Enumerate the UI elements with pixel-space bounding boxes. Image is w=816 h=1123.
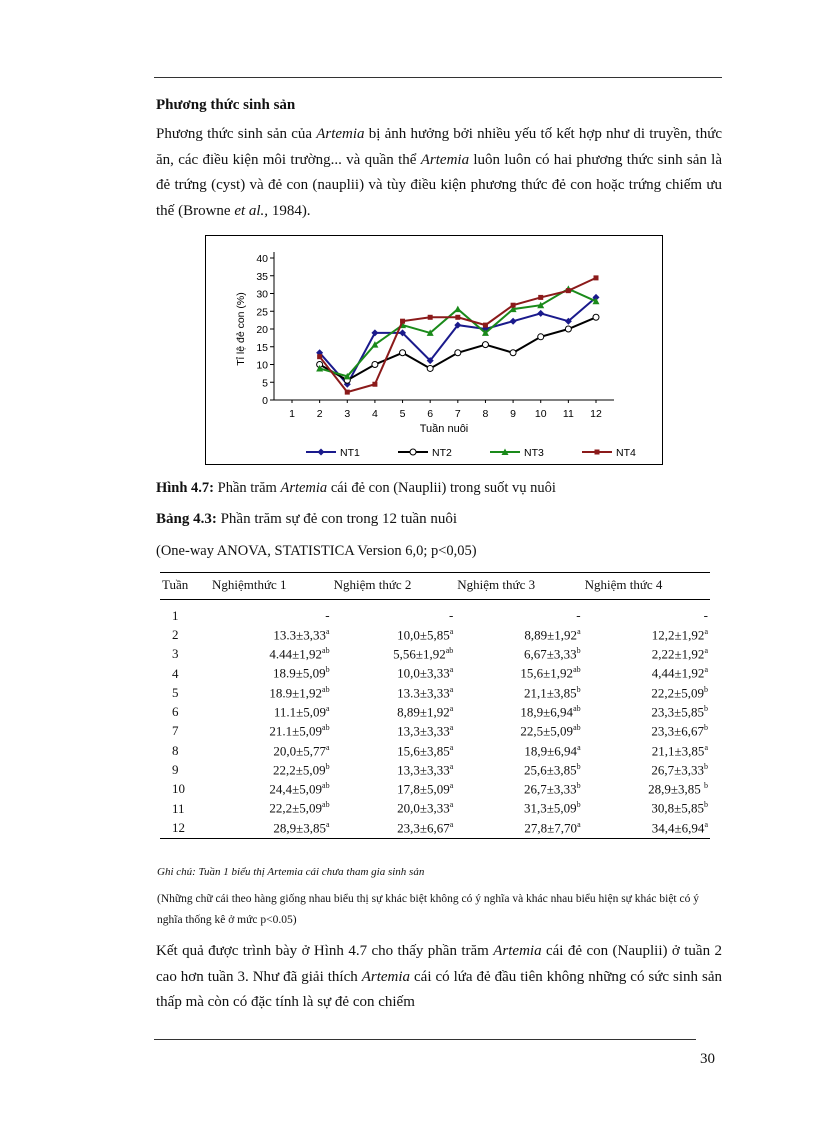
value-cell: [210, 702, 332, 721]
x-tick-label: 7: [454, 408, 461, 420]
x-tick-label: 2: [316, 408, 323, 420]
data-point-nt2: [510, 350, 516, 356]
significance-letter: a: [326, 819, 330, 829]
value-cell: [210, 780, 332, 799]
data-point-nt2: [565, 326, 571, 332]
significance-letter: a: [449, 761, 454, 771]
table-title: Bảng 4.3: Phần trăm sự đẻ con trong 12 tuần nuôi: [156, 511, 458, 527]
week-cell: 10: [172, 781, 185, 797]
significance-letter: ab: [322, 781, 330, 791]
week-cell: 9: [172, 762, 179, 778]
week-cell: 6: [172, 704, 179, 720]
col-header-week: Tuần: [160, 573, 210, 600]
y-tick-label: 25: [256, 306, 268, 319]
value-cell: [455, 760, 582, 779]
significance-letter: b: [704, 723, 708, 733]
significance-letter: a: [577, 742, 581, 752]
week-cell: 11: [172, 800, 185, 816]
intro-paragraph: Phương thức sinh sản của Artemia bị ảnh hưởng bởi nhiều yếu tố kết hợp như di truyền, thức ăn, các điều kiện môi trường... và quần thể Artemia luôn luôn có hai phương thức sinh sản là đẻ trứng (cyst) và đẻ con (nauplii) và tùy điều kiện phương thức đẻ con hoặc trứng chiếm ưu thế (Browne et al., 1984).: [156, 126, 722, 219]
significance-letter: ab: [573, 665, 581, 675]
table-row: [160, 818, 710, 838]
data-point-nt3: [454, 306, 461, 313]
table-header-row: [160, 573, 710, 600]
week-cell: 5: [172, 684, 179, 700]
y-tick-label: 5: [262, 377, 268, 390]
week-cell: 3: [172, 646, 179, 662]
x-tick-label: 4: [371, 408, 378, 420]
x-tick-label: 10: [534, 408, 547, 420]
value-text: 28,9±3,85: [648, 781, 704, 797]
significance-letter: a: [326, 626, 330, 636]
value-cell: [332, 645, 456, 664]
value-text: 4.44±1,92: [269, 646, 323, 662]
value-text: 18.9±1,92: [269, 685, 323, 700]
value-cell: [583, 600, 710, 626]
value-text: 18,9±6,94: [520, 704, 574, 720]
significance-letter: a: [449, 684, 454, 694]
significance-letter: ab: [322, 646, 330, 656]
significance-letter: b: [576, 646, 581, 656]
value-cell: [210, 818, 332, 838]
value-text: 23,3±5,85: [651, 704, 704, 720]
x-tick-label: 9: [510, 408, 517, 420]
value-cell: [332, 799, 456, 818]
data-point-nt2: [482, 342, 488, 348]
data-point-nt1: [537, 310, 544, 317]
legend-marker-nt1: [318, 449, 325, 456]
series-line-nt4: [320, 278, 596, 392]
significance-letter: ab: [322, 800, 330, 810]
value-text: 11.1±5,09: [273, 704, 327, 720]
table-row: [160, 625, 710, 644]
value-text: 21.1±5,09: [269, 723, 323, 739]
significance-letter: b: [576, 800, 581, 810]
significance-letter: b: [704, 781, 708, 791]
x-tick-label: 3: [344, 408, 351, 420]
significance-letter: b: [704, 761, 708, 771]
footer-rule: [154, 1039, 696, 1040]
value-text: 17,8±5,09: [397, 781, 450, 797]
significance-letter: a: [577, 626, 581, 636]
value-cell: [583, 818, 710, 838]
week-cell: 1: [172, 607, 179, 623]
table-row: [160, 664, 710, 683]
table-body: [160, 600, 710, 839]
value-cell: [332, 625, 456, 644]
legend-label-nt3: NT3: [524, 447, 544, 459]
table-row: [160, 683, 710, 702]
value-cell: [583, 722, 710, 741]
value-text: 23,3±6,67: [397, 820, 450, 836]
value-cell: [455, 664, 582, 683]
x-tick-label: 5: [399, 408, 406, 420]
data-point-nt4: [538, 295, 543, 300]
value-text: 24,4±5,09: [269, 781, 323, 797]
data-point-nt4: [428, 315, 433, 320]
col-header-nt2: Nghiệm thức 2: [332, 573, 456, 600]
x-tick-label: 11: [562, 408, 574, 420]
significance-letter: a: [577, 819, 581, 829]
value-cell: [210, 722, 332, 741]
value-text: 28,9±3,85: [273, 820, 327, 836]
significance-letter: ab: [322, 684, 330, 694]
value-text: 31,3±5,09: [523, 800, 577, 816]
y-tick-label: 10: [256, 359, 268, 372]
value-text: 15,6±3,85: [397, 742, 450, 758]
value-text: 12,2±1,92: [651, 627, 705, 643]
value-text: 26,7±3,33: [651, 762, 704, 778]
value-cell: [583, 664, 710, 683]
value-text: 15,6±1,92: [520, 665, 574, 681]
value-cell: [332, 760, 456, 779]
table-row: [160, 760, 710, 779]
value-text: 18.9±5,09: [272, 665, 326, 681]
significance-letter: b: [576, 761, 581, 771]
value-cell: [332, 664, 456, 683]
data-point-nt4: [317, 354, 322, 359]
x-tick-label: 12: [590, 408, 602, 420]
value-text: 13.3±3,33: [273, 627, 327, 643]
value-cell: [210, 625, 332, 644]
significance-letter: b: [325, 665, 330, 675]
legend-label-nt2: NT2: [432, 447, 452, 459]
col-header-nt4: Nghiệm thức 4: [583, 573, 710, 600]
value-cell: [332, 741, 456, 760]
value-text: 22,2±5,09: [272, 762, 326, 778]
significance-letter: b: [576, 781, 581, 791]
data-point-nt2: [455, 350, 461, 356]
legend-label-nt1: NT1: [340, 447, 360, 459]
significance-letter: a: [704, 742, 708, 752]
value-cell: [583, 799, 710, 818]
section-heading: Phương thức sinh sản: [156, 97, 296, 113]
value-text: 4,44±1,92: [651, 665, 705, 681]
week-cell: 7: [172, 723, 179, 739]
value-cell: [583, 683, 710, 702]
value-cell: [455, 702, 582, 721]
significance-letter: ab: [573, 723, 581, 733]
y-tick-label: 35: [256, 270, 268, 283]
data-point-nt4: [511, 303, 516, 308]
value-text: 18,9±6,94: [524, 742, 578, 758]
value-cell: [583, 645, 710, 664]
y-tick-label: 0: [262, 395, 268, 407]
legend-marker-nt2: [410, 449, 416, 455]
value-cell: [455, 780, 582, 799]
data-point-nt4: [455, 315, 460, 320]
significance-letter: a: [326, 742, 330, 752]
y-axis-label: Tỉ lệ đẻ con (%): [235, 292, 247, 366]
significance-letter: a: [449, 723, 454, 733]
significance-letter: a: [449, 703, 454, 713]
data-point-nt4: [400, 319, 405, 324]
value-text: -: [325, 607, 330, 623]
significance-letter: a: [449, 742, 454, 752]
significance-letter: ab: [322, 723, 330, 733]
significance-letter: a: [449, 626, 454, 636]
significance-letter: b: [325, 761, 330, 771]
value-cell: [583, 702, 710, 721]
value-cell: [210, 799, 332, 818]
value-cell: [210, 741, 332, 760]
value-text: 8,89±1,92: [524, 627, 578, 643]
figure-chart-frame: [205, 235, 663, 465]
value-text: 8,89±1,92: [397, 704, 450, 720]
y-tick-label: 30: [256, 288, 268, 301]
value-text: 22,5±5,09: [520, 723, 574, 739]
significance-letter: a: [449, 819, 454, 829]
data-point-nt2: [372, 362, 378, 368]
significance-letter: ab: [445, 646, 454, 656]
significance-letter: ab: [573, 703, 581, 713]
line-chart: [206, 236, 662, 464]
value-text: -: [448, 607, 454, 623]
table-row: [160, 741, 710, 760]
value-text: 23,3±6,67: [651, 723, 704, 739]
value-cell: [455, 741, 582, 760]
value-text: 22,2±5,09: [269, 800, 323, 816]
value-text: 30,8±5,85: [651, 800, 704, 816]
figure-caption: Hình 4.7: Phần trăm Artemia cái đẻ con (Nauplii) trong suốt vụ nuôi: [156, 480, 556, 496]
value-text: 20,0±5,77: [273, 742, 327, 758]
significance-letter: a: [449, 665, 454, 675]
value-text: 21,1±3,85: [651, 742, 705, 758]
table-row: [160, 600, 710, 626]
data-point-nt2: [593, 314, 599, 320]
value-cell: [583, 760, 710, 779]
table-row: [160, 702, 710, 721]
data-point-nt2: [400, 350, 406, 356]
value-text: 6,67±3,33: [523, 646, 577, 662]
value-text: 13,3±3,33: [397, 723, 450, 739]
data-point-nt4: [345, 390, 350, 395]
data-point-nt1: [510, 318, 517, 325]
value-text: 5,56±1,92: [393, 646, 446, 662]
value-cell: [455, 818, 582, 838]
table-row: [160, 645, 710, 664]
significance-letter: a: [704, 626, 708, 636]
value-text: -: [703, 607, 708, 623]
significance-letter: b: [704, 800, 708, 810]
value-cell: [332, 683, 456, 702]
table-note: Ghi chú: Tuần 1 biểu thị Artemia cái chưa tham gia sinh sản: [157, 866, 425, 878]
value-text: 13,3±3,33: [397, 762, 450, 778]
x-tick-label: 6: [427, 408, 434, 420]
x-tick-label: 1: [289, 408, 295, 420]
value-text: 34,4±6,94: [651, 820, 705, 836]
value-cell: [210, 600, 332, 626]
value-text: 22,2±5,09: [651, 685, 704, 700]
value-cell: [210, 760, 332, 779]
table-row: [160, 722, 710, 741]
value-text: -: [576, 607, 581, 623]
data-point-nt2: [538, 334, 544, 340]
value-text: 26,7±3,33: [523, 781, 577, 797]
value-cell: [583, 625, 710, 644]
value-text: 13.3±3,33: [397, 685, 450, 700]
table-row: [160, 780, 710, 799]
significance-letter: a: [449, 800, 454, 810]
week-cell: 2: [172, 626, 179, 642]
value-text: 21,1±3,85: [523, 685, 577, 700]
results-table: [160, 572, 710, 839]
value-cell: [332, 722, 456, 741]
value-text: 10,0±3,33: [397, 665, 450, 681]
value-cell: [210, 683, 332, 702]
data-point-nt4: [594, 275, 599, 280]
value-text: 20,0±3,33: [397, 800, 450, 816]
significance-letter: b: [704, 703, 708, 713]
value-cell: [332, 702, 456, 721]
value-cell: [455, 683, 582, 702]
value-cell: [583, 741, 710, 760]
y-tick-label: 20: [256, 324, 268, 336]
value-cell: [583, 780, 710, 799]
week-cell: 12: [160, 818, 210, 838]
significance-letter: a: [704, 665, 708, 675]
value-cell: [455, 600, 582, 626]
anova-note: (One-way ANOVA, STATISTICA Version 6,0; p<0,05): [156, 543, 477, 559]
x-tick-label: 8: [482, 408, 489, 420]
col-header-nt3: Nghiệm thức 3: [455, 573, 582, 600]
significance-note: (Những chữ cái theo hàng giống nhau biểu thị sự khác biệt không có ý nghĩa và khác nhau biểu hiện sự khác biệt có ý nghĩa thống kê ở mức p<0.05): [157, 893, 699, 926]
value-cell: [332, 780, 456, 799]
data-point-nt2: [427, 365, 433, 371]
legend-marker-nt4: [595, 450, 600, 455]
page-number: 30: [700, 1051, 715, 1067]
legend-label-nt4: NT4: [616, 447, 636, 459]
significance-letter: b: [576, 684, 581, 694]
value-text: 27,8±7,70: [524, 820, 578, 836]
data-point-nt4: [483, 323, 488, 328]
significance-letter: a: [704, 646, 708, 656]
table-row: [160, 799, 710, 818]
value-cell: [332, 600, 456, 626]
value-cell: [455, 645, 582, 664]
x-axis-label: Tuần nuôi: [419, 423, 469, 435]
week-cell: 8: [172, 742, 179, 758]
header-rule: [154, 77, 722, 78]
data-point-nt4: [566, 288, 571, 293]
value-cell: [332, 818, 456, 838]
col-header-nt1: Nghiệmthức 1: [210, 573, 332, 600]
value-cell: [210, 664, 332, 683]
y-tick-label: 40: [256, 253, 268, 265]
value-cell: [210, 645, 332, 664]
data-point-nt4: [372, 382, 377, 387]
significance-letter: b: [704, 684, 708, 694]
value-cell: [455, 722, 582, 741]
significance-letter: a: [449, 781, 454, 791]
week-cell: 4: [172, 665, 179, 681]
value-text: 10,0±5,85: [397, 627, 450, 643]
value-cell: [455, 625, 582, 644]
significance-letter: a: [704, 819, 708, 829]
value-text: 25,6±3,85: [523, 762, 577, 778]
y-tick-label: 15: [256, 341, 268, 354]
conclusion-paragraph: Kết quả được trình bày ở Hình 4.7 cho thấy phần trăm Artemia cái đẻ con (Nauplii) ở tuần 2 cao hơn tuần 3. Như đã giải thích Artemia cái có lứa đẻ đầu tiên không những có sức sinh sản thấp mà còn có đặc tính là sự đẻ con chiếm: [156, 943, 722, 1010]
value-cell: [455, 799, 582, 818]
value-text: 2,22±1,92: [651, 646, 705, 662]
significance-letter: a: [326, 703, 330, 713]
